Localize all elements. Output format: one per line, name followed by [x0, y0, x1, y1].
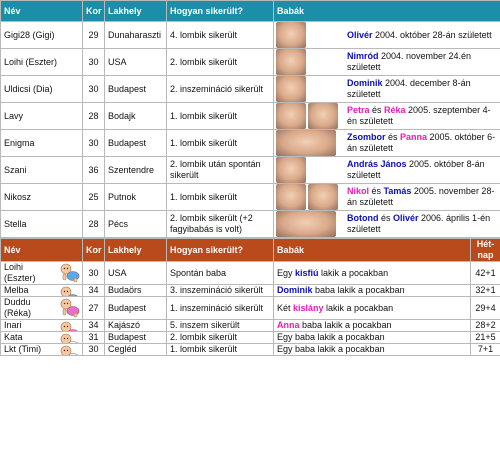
mother-location: Budapest [108, 302, 147, 313]
header-lakhely: Lakhely [105, 1, 167, 22]
baby-name: Tamás [383, 186, 412, 196]
baby-photo [276, 157, 306, 183]
mother-location: Budapest [108, 332, 147, 342]
table-row [1, 22, 500, 49]
table-row [1, 297, 500, 320]
header-babak: Babák [274, 1, 500, 22]
crawling-baby-icon [59, 263, 81, 283]
table-row [1, 130, 500, 157]
name-joiner: és [385, 132, 401, 142]
crawling-baby-icon [59, 345, 81, 356]
mother-location: Bodajk [108, 110, 136, 121]
baby-description [274, 262, 471, 285]
mother-location: USA [108, 267, 127, 278]
crawling-baby-icon [59, 298, 81, 318]
conception-method: 4. lombik sikerült [170, 29, 238, 40]
conception-method: 2. lombik sikerült [170, 332, 238, 342]
conception-method: 2. lombik sikerült [170, 56, 238, 67]
header2-hogyan: Hogyan sikerült? [167, 239, 274, 262]
birth-date-text: 2004. november 24.én született [347, 51, 472, 72]
baby-photo [276, 184, 306, 210]
mother-name: Gigi28 (Gigi) [4, 29, 55, 40]
mother-age: 30 [88, 56, 99, 67]
mother-age: 28 [88, 110, 99, 121]
birth-date-text: 2005. szeptember 4-én született [347, 105, 491, 126]
table-row [1, 49, 500, 76]
baby-text-pre: Egy baba lakik a pocakban [277, 344, 385, 354]
baby-name: Zsombor [347, 132, 386, 142]
mother-name: Szani [4, 164, 27, 175]
baby-description [274, 297, 471, 320]
baby-photo [276, 49, 306, 75]
baby-text-post: lakik a pocakban [318, 267, 389, 278]
table-row [1, 285, 500, 297]
weeks-days: 28+2 [475, 320, 496, 330]
mother-location: Szentendre [108, 164, 155, 175]
header-kor: Kor [83, 1, 105, 22]
mother-name: Nikosz [4, 191, 32, 202]
baby-description [344, 30, 494, 41]
conception-method: 1. lombik sikerült [170, 344, 238, 354]
mother-age: 30 [88, 267, 99, 278]
mother-age: 27 [88, 302, 99, 313]
mother-location: Pécs [108, 218, 129, 229]
baby-name: Nikol [347, 186, 370, 196]
pregnant-table [0, 238, 500, 356]
baby-name: Dominik [347, 78, 383, 88]
baby-highlight: Anna [277, 320, 300, 330]
mother-location: Putnok [108, 191, 137, 202]
baby-name: Olivér [393, 213, 419, 223]
baby-photos [274, 22, 344, 48]
conception-method: 1. lombik sikerült [170, 191, 238, 202]
baby-name: András János [347, 159, 407, 169]
baby-name: Petra [347, 105, 370, 115]
conception-method: 2. inszemináció sikerült [170, 83, 264, 94]
baby-description [344, 132, 500, 154]
conception-method: 1. lombik sikerült [170, 137, 238, 148]
baby-photos [274, 157, 344, 183]
baby-name: Réka [384, 105, 406, 115]
baby-photos [274, 76, 344, 102]
baby-photos [274, 103, 344, 129]
baby-description [344, 186, 500, 208]
weeks-days: 42+1 [475, 267, 496, 278]
mother-location: Dunaharaszti [108, 29, 162, 40]
baby-photos [274, 184, 344, 210]
baby-photo [276, 22, 306, 48]
header2-babak: Babák [274, 239, 471, 262]
weeks-days: 32+1 [475, 285, 496, 295]
mother-name: Stella [4, 218, 27, 229]
mother-name: Kata [4, 332, 23, 342]
mother-name: Duddu (Réka) [4, 297, 32, 318]
mother-name: Uldicsi (Dia) [4, 83, 53, 94]
baby-description [344, 159, 500, 181]
baby-description [344, 78, 500, 100]
baby-description [344, 51, 500, 73]
mother-age: 25 [88, 191, 99, 202]
birth-date-text: 2004. december 8-án született [347, 78, 471, 99]
mother-location: Cegléd [108, 344, 137, 354]
baby-photo [276, 130, 336, 156]
birth-date-text: 2005. október 6-án született [347, 132, 496, 153]
baby-name: Nimród [347, 51, 379, 61]
mother-age: 31 [88, 332, 99, 342]
mother-age: 36 [88, 164, 99, 175]
birth-date-text: 2006. április 1-én született [347, 213, 491, 234]
baby-name: Olivér [347, 29, 373, 40]
table-row [1, 262, 500, 285]
baby-highlight: kislány [293, 302, 324, 313]
mother-name: Loihi (Eszter) [4, 56, 58, 67]
table-row [1, 76, 500, 103]
conception-method: 1. inszemináció sikerült [170, 302, 264, 313]
mother-name: Lkt (Timi) [4, 344, 42, 354]
conception-method: Spontán baba [170, 267, 227, 278]
baby-text-pre: Egy baba lakik a pocakban [277, 332, 385, 342]
weeks-days: 7+1 [477, 344, 494, 354]
mother-name: Inari [4, 320, 22, 330]
mother-location: Budapest [108, 83, 147, 94]
mother-age: 30 [88, 83, 99, 94]
table-row [1, 344, 500, 356]
weeks-days: 21+5 [475, 332, 496, 342]
mother-name: Enigma [4, 137, 35, 148]
name-joiner: és [369, 105, 385, 115]
mother-age: 34 [88, 320, 99, 330]
baby-description [274, 320, 471, 332]
born-table-header [1, 1, 500, 22]
mother-name: Lavy [4, 110, 24, 121]
table-row [1, 103, 500, 130]
name-joiner: és [378, 213, 394, 223]
mother-age: 34 [88, 285, 99, 295]
baby-description [274, 332, 471, 344]
crawling-baby-icon [59, 333, 81, 344]
baby-description [344, 105, 500, 127]
baby-description [274, 285, 471, 297]
name-joiner: és [369, 186, 384, 196]
baby-photos [274, 211, 344, 237]
mother-location: Budaörs [108, 285, 142, 295]
table-row [1, 332, 500, 344]
header-hogyan: Hogyan sikerült? [167, 1, 274, 22]
baby-text-post: baba lakik a pocakban [299, 320, 392, 330]
mother-age: 29 [88, 29, 99, 40]
baby-photos [274, 49, 344, 75]
header2-het-nap: Hét- nap [471, 239, 500, 262]
header2-kor: Kor [83, 239, 105, 262]
conception-method: 2. lombik sikerült (+2 fagyibabás is volt) [170, 213, 253, 234]
weeks-days: 29+4 [475, 302, 496, 313]
crawling-baby-icon [59, 286, 81, 297]
mother-location: USA [108, 56, 127, 67]
table-row [1, 320, 500, 332]
crawling-baby-icon [59, 321, 81, 332]
birth-date-text: 2005. november 28-án született [347, 186, 495, 207]
table-row [1, 157, 500, 184]
table-row [1, 211, 500, 238]
baby-photo [308, 184, 338, 210]
baby-description [344, 213, 500, 235]
baby-photo [276, 76, 306, 102]
baby-text-pre: Egy [277, 267, 296, 278]
baby-photo [276, 211, 336, 237]
table-row [1, 184, 500, 211]
mother-age: 30 [88, 137, 99, 148]
baby-name: Panna [400, 132, 428, 142]
conception-method: 5. inszem sikerült [170, 320, 240, 330]
baby-text-pre: Két [277, 302, 294, 313]
birth-date-text: 2005. október 8-án született [347, 159, 485, 180]
baby-name: Botond [347, 213, 379, 223]
mother-age: 30 [88, 344, 99, 354]
mother-name: Loihi (Eszter) [4, 262, 36, 283]
conception-method: 3. inszemináció sikerült [170, 285, 264, 295]
baby-text-post: baba lakik a pocakban [312, 285, 405, 295]
conception-method: 2. lombik után spontán sikerült [170, 159, 261, 180]
mother-age: 28 [88, 218, 99, 229]
birth-date-text: 2004. október 28-án született [372, 29, 492, 40]
baby-photo [276, 103, 306, 129]
baby-highlight: kisfiú [295, 267, 319, 278]
header2-nev: Név [1, 239, 83, 262]
baby-text-post: lakik a pocakban [323, 302, 394, 313]
header2-lakhely: Lakhely [105, 239, 167, 262]
conception-method: 1. lombik sikerült [170, 110, 238, 121]
mother-location: Budapest [108, 137, 147, 148]
pregnant-table-header [1, 239, 500, 262]
baby-photos [274, 130, 344, 156]
baby-highlight: Dominik [277, 285, 313, 295]
header-nev: Név [1, 1, 83, 22]
baby-description [274, 344, 471, 356]
baby-photo [308, 103, 338, 129]
mother-name: Melba [4, 285, 29, 295]
mother-location: Kajászó [108, 320, 141, 330]
